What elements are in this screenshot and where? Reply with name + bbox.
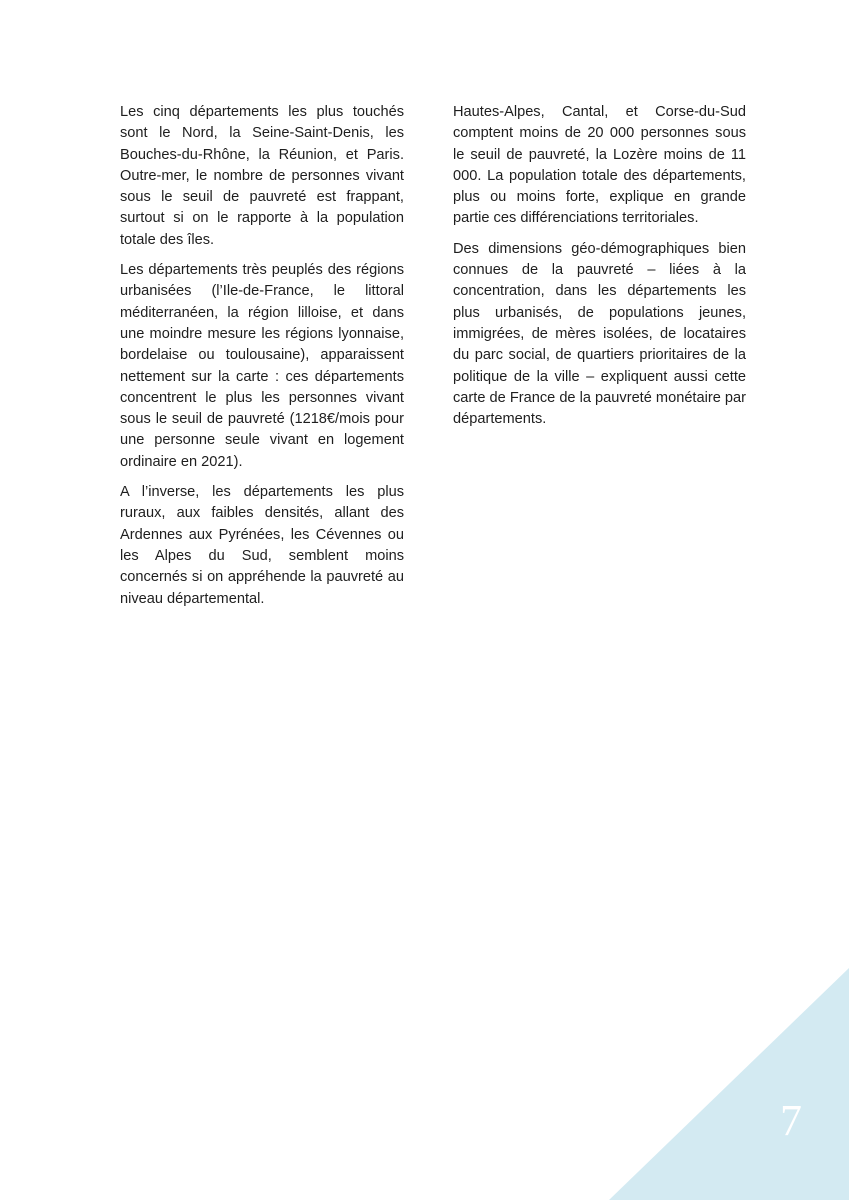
right-text-column bbox=[453, 102, 746, 439]
paragraph-geo-demographic-dimensions: Des dimensions géo-démographiques bien connues de la pauvreté – liées à la concentration, dans les départements les plus urbanisés, de populations jeunes, immigrées, de mères isolées, de locataires du parc social, de quartiers prioritaires de la politique de la ville – expliquent aussi cette carte de France de la pauvreté monétaire par départements. bbox=[453, 240, 746, 428]
paragraph-urbanized-regions: Les départements très peuplés des régions urbanisées (l’Ile-de-France, le littoral méditerranéen, la région lilloise, et dans une moindre mesure les régions lyonnaise, bordelaise ou toulousaine), apparaissent nettement sur la carte : ces départements concentrent le plus les personnes vivant sous le seuil de pauvreté (1218€/mois pour une personne seule vivant en logement ordinaire en 2021). bbox=[120, 262, 404, 470]
paragraph-smallest-departments: Hautes-Alpes, Cantal, et Corse-du-Sud comptent moins de 20 000 personnes sous le seuil de pauvreté, la Lozère moins de 11 000. La population totale des départements, plus ou moins forte, explique en grande partie ces différenciations territoriales. bbox=[453, 104, 746, 227]
paragraph-most-affected-departments: Les cinq départements les plus touchés sont le Nord, la Seine-Saint-Denis, les Bouches-du-Rhône, la Réunion, et Paris. Outre-mer, le nombre de personnes vivant sous le seuil de pauvreté est frappant, surtout si on le rapporte à la population totale des îles. bbox=[120, 104, 404, 248]
left-text-column bbox=[120, 102, 404, 619]
corner-triangle-decoration bbox=[609, 968, 849, 1200]
page-number: 7 bbox=[780, 1096, 802, 1145]
paragraph-rural-departments: A l’inverse, les départements les plus ruraux, aux faibles densités, allant des Ardennes aux Pyrénées, les Cévennes ou les Alpes du Sud, semblent moins concernés si on appréhende la pauvreté au niveau départemental. bbox=[120, 484, 404, 607]
